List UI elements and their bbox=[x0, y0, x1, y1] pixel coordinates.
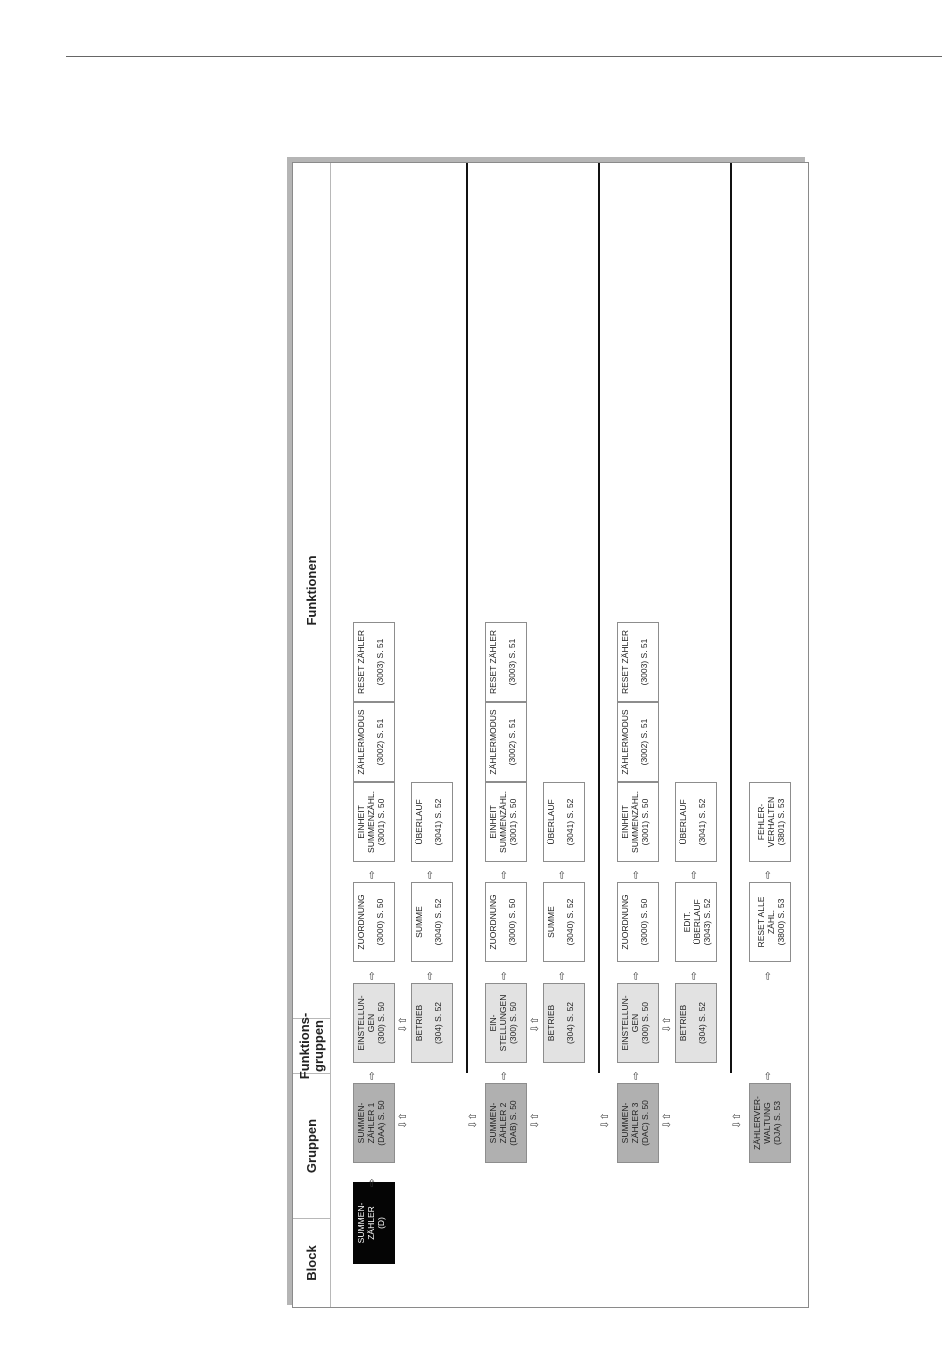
subgroup-title: BETRIEB bbox=[678, 1004, 688, 1042]
right-arrow-icon: ⇨ bbox=[367, 1178, 378, 1187]
right-arrow-icon: ⇨ bbox=[763, 971, 774, 980]
updown-arrow-icon: ⇩⇧ bbox=[398, 1016, 409, 1033]
function-ref: (3041) S. 52 bbox=[565, 798, 575, 846]
right-arrow-icon: ⇨ bbox=[499, 870, 510, 879]
function-ref: (3003) S. 51 bbox=[639, 638, 649, 686]
right-arrow-icon: ⇨ bbox=[425, 870, 436, 879]
function-ref: (3001) S. 50 bbox=[508, 798, 518, 846]
function-box: RESET ALLE ZÄHL. (3800) S. 53 bbox=[749, 882, 791, 962]
function-title: ÜBERLAUF bbox=[678, 799, 688, 845]
function-box bbox=[543, 882, 585, 962]
function-ref: (3040) S. 52 bbox=[433, 898, 443, 946]
function-box bbox=[353, 622, 395, 702]
subgroup-box: EIN- STELLUNGEN (300) S. 50 bbox=[485, 983, 527, 1063]
function-title: ZÄHLERMODUS bbox=[620, 709, 630, 775]
function-ref: (3041) S. 52 bbox=[433, 798, 443, 846]
right-arrow-icon: ⇨ bbox=[367, 971, 378, 980]
function-title: ZUORDNUNG bbox=[356, 894, 366, 950]
header-funktionen: Funktionen bbox=[293, 163, 331, 1018]
right-arrow-icon: ⇨ bbox=[499, 971, 510, 980]
subgroup-ref: (304) S. 52 bbox=[433, 1001, 443, 1045]
function-box bbox=[353, 882, 395, 962]
function-box: FEHLER- VERHALTEN (3801) S. 53 bbox=[749, 782, 791, 862]
right-arrow-icon: ⇨ bbox=[425, 971, 436, 980]
function-ref: (3003) S. 51 bbox=[375, 638, 385, 686]
function-ref: (3002) S. 51 bbox=[375, 718, 385, 766]
updown-arrow-icon: ⇩⇧ bbox=[600, 1112, 611, 1129]
header-funktionsgruppen: Funktions- gruppen bbox=[293, 1018, 331, 1073]
updown-arrow-icon: ⇩⇧ bbox=[468, 1112, 479, 1129]
function-ref: (3041) S. 52 bbox=[697, 798, 707, 846]
right-arrow-icon: ⇨ bbox=[631, 971, 642, 980]
right-arrow-icon: ⇨ bbox=[689, 870, 700, 879]
function-title: ZÄHLERMODUS bbox=[356, 709, 366, 775]
function-box bbox=[617, 702, 659, 782]
function-title: EINHEIT SUMMENZÄHL. bbox=[620, 791, 640, 853]
function-box: EDIT. ÜBERLAUF (3043) S. 52 bbox=[675, 882, 717, 962]
function-title: ÜBERLAUF bbox=[414, 799, 424, 845]
subgroup-box bbox=[543, 983, 585, 1063]
function-title: EINHEIT SUMMENZÄHL. bbox=[356, 791, 376, 853]
right-arrow-icon: ⇨ bbox=[631, 1071, 642, 1080]
right-arrow-icon: ⇨ bbox=[689, 971, 700, 980]
group-box: SUMMEN- ZÄHLER 3 (DAC) S. 50 bbox=[617, 1083, 659, 1163]
section-divider bbox=[730, 163, 732, 1073]
function-box bbox=[353, 782, 395, 862]
function-box bbox=[485, 622, 527, 702]
function-title: SUMME bbox=[414, 906, 424, 938]
function-box bbox=[353, 702, 395, 782]
function-box bbox=[543, 782, 585, 862]
function-ref: (3000) S. 50 bbox=[507, 898, 517, 946]
function-title: EINHEIT SUMMENZÄHL. bbox=[488, 791, 508, 853]
function-box bbox=[617, 882, 659, 962]
function-ref: (3040) S. 52 bbox=[565, 898, 575, 946]
subgroup-box bbox=[411, 983, 453, 1063]
section-divider bbox=[466, 163, 468, 1073]
right-arrow-icon: ⇨ bbox=[557, 971, 568, 980]
header-gruppen: Gruppen bbox=[293, 1073, 331, 1218]
right-arrow-icon: ⇨ bbox=[557, 870, 568, 879]
subgroup-title: BETRIEB bbox=[414, 1004, 424, 1042]
function-ref: (3000) S. 50 bbox=[375, 898, 385, 946]
table-frame bbox=[292, 162, 809, 1308]
group-box: SUMMEN- ZÄHLER 1 (DAA) S. 50 bbox=[353, 1083, 395, 1163]
right-arrow-icon: ⇨ bbox=[367, 870, 378, 879]
function-ref: (3002) S. 51 bbox=[507, 718, 517, 766]
header-block: Block bbox=[293, 1218, 331, 1307]
function-box bbox=[617, 622, 659, 702]
subgroup-box: EINSTELLUN- GEN (300) S. 50 bbox=[617, 983, 659, 1063]
subgroup-box: EINSTELLUN- GEN (300) S. 50 bbox=[353, 983, 395, 1063]
function-title: RESET ZÄHLER bbox=[620, 629, 630, 695]
function-box bbox=[675, 782, 717, 862]
function-box bbox=[411, 882, 453, 962]
menu-overview-panel bbox=[287, 157, 809, 1308]
function-title: ZUORDNUNG bbox=[620, 894, 630, 950]
updown-arrow-icon: ⇩⇧ bbox=[530, 1112, 541, 1129]
updown-arrow-icon: ⇩⇧ bbox=[662, 1016, 673, 1033]
group-box: ZÄHLERVER- WALTUNG (DJA) S. 53 bbox=[749, 1083, 791, 1163]
function-box bbox=[411, 782, 453, 862]
function-ref: (3001) S. 50 bbox=[376, 798, 386, 846]
function-ref: (3003) S. 51 bbox=[507, 638, 517, 686]
subgroup-title: BETRIEB bbox=[546, 1004, 556, 1042]
function-ref: (3002) S. 51 bbox=[639, 718, 649, 766]
section-divider bbox=[598, 163, 600, 1073]
updown-arrow-icon: ⇩⇧ bbox=[530, 1016, 541, 1033]
function-box bbox=[485, 702, 527, 782]
function-title: RESET ZÄHLER bbox=[356, 629, 366, 695]
group-box: SUMMEN- ZÄHLER 2 (DAB) S. 50 bbox=[485, 1083, 527, 1163]
function-title: ÜBERLAUF bbox=[546, 799, 556, 845]
function-ref: (3001) S. 50 bbox=[640, 798, 650, 846]
subgroup-ref: (304) S. 52 bbox=[697, 1001, 707, 1045]
function-title: SUMME bbox=[546, 906, 556, 938]
subgroup-ref: (304) S. 52 bbox=[565, 1001, 575, 1045]
right-arrow-icon: ⇨ bbox=[499, 1071, 510, 1080]
right-arrow-icon: ⇨ bbox=[631, 870, 642, 879]
function-title: ZÄHLERMODUS bbox=[488, 709, 498, 775]
function-box bbox=[617, 782, 659, 862]
function-title: ZUORDNUNG bbox=[488, 894, 498, 950]
updown-arrow-icon: ⇩⇧ bbox=[732, 1112, 743, 1129]
function-ref: (3000) S. 50 bbox=[639, 898, 649, 946]
function-title: RESET ZÄHLER bbox=[488, 629, 498, 695]
subgroup-box bbox=[675, 983, 717, 1063]
block-box: SUMMEN- ZÄHLER (D) bbox=[353, 1182, 395, 1264]
top-rule bbox=[66, 56, 942, 57]
function-box bbox=[485, 882, 527, 962]
updown-arrow-icon: ⇩⇧ bbox=[398, 1112, 409, 1129]
updown-arrow-icon: ⇩⇧ bbox=[662, 1112, 673, 1129]
right-arrow-icon: ⇨ bbox=[763, 1071, 774, 1080]
right-arrow-icon: ⇨ bbox=[367, 1071, 378, 1080]
rotated-table bbox=[293, 163, 808, 1307]
function-box bbox=[485, 782, 527, 862]
right-arrow-icon: ⇨ bbox=[763, 870, 774, 879]
